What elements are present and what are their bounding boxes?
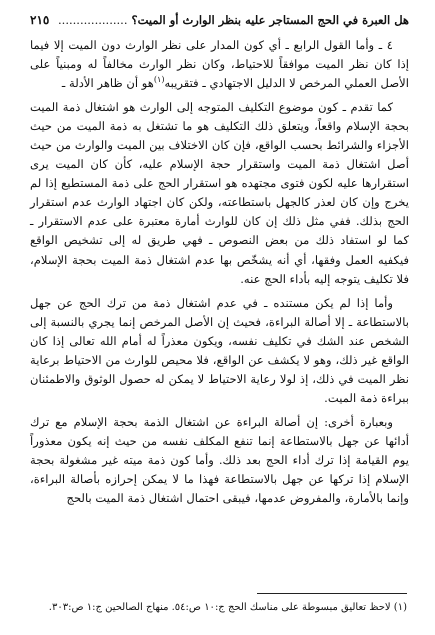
running-header bbox=[30, 10, 409, 30]
paragraph-2: كما تقدم ـ كون موضوع التكليف المتوجه إلى الوارث هو اشتغال ذمة الميت بحجة الإسلام واقعاً، ويتعلق ذلك التكليف هو ما تشتغل به ذمة الميت من حيث الأجزاء والشرائط بحسب الواقع، فإن كان الاختلاف بين الميت والوارث من حيث أصل اشتغال ذمة الميت واستقرار حجة الإسلام عليه، كأن كان الميت يرى استقرارها عليه لكون فتوى مجتهده هو استقرار الحج على ذمة المستطيع إذا لم يخرج وإن كان لعذر كالجهل باستطاعته، ولكن كان اجتهاد الوارث عدم استقرار الحج بذلك. ففي مثل ذلك إن كان للوارث أمارة معتبرة على عدم الاستقرار ـ كما لو استفاد ذلك من بعض النصوص ـ فهي طريق له إلى تشخيص الواقع فيكفيه العمل وفقها، أي أنه يشخّص بها عدم اشتغال ذمة الميت بحجة الإسلام، فلا تكليف يتوجه إليه بأداء الحج عنه. bbox=[30, 100, 409, 286]
title-dots: ................... bbox=[58, 13, 128, 27]
running-title-text: هل العبرة في الحج المستاجر عليه بنظر الوارث أو الميت؟ bbox=[131, 13, 409, 27]
running-title bbox=[58, 10, 409, 30]
footnote-divider bbox=[257, 593, 407, 594]
body-text bbox=[30, 36, 409, 508]
footnote-marker[interactable]: (١) bbox=[153, 75, 165, 85]
page-number: ٢١٥ bbox=[30, 13, 50, 27]
footnote: (١) لاحظ تعاليق مبسوطة على مناسك الحج ج:١٠ ص:٥٤. منهاج الصالحين ج:١ ص:٣٠٣. bbox=[48, 602, 407, 613]
paragraph-4: وبعبارة أخرى: إن أصالة البراءة عن اشتغال الذمة بحجة الإسلام مع ترك أدائها عن جهل بالاستطاعة إنما تنفع المكلف نفسه من حيث إنه يكون معذوراً يوم القيامة إذا ترك أداء الحج بعد ذلك. وأما كون ذمة ميته غير مشغولة بحجة الإسلام إذا تركها عن جهل بالاستطاعة فهذا ما لا يمكن إحرازه بأصالة البراءة، وإنما بالأمارة، والمفروض عدمها، فيبقى احتمال اشتغال ذمة الميت بالحج bbox=[30, 414, 409, 506]
paragraph-1 bbox=[30, 36, 409, 93]
paragraph-1-text: ٤ ـ وأما القول الرابع ـ أي كون المدار على نظر الوارث دون الميت إلا فيما إذا كان نظر الميت موافقاً للاحتياط، وكان نظر الوارث مخالفاً له ومبنياً على الأصل العملي المرخص لا الدليل الاجتهادي ـ فتقريبه bbox=[30, 38, 409, 91]
paragraph-1-tail: هو أن ظاهر الأدلة ـ bbox=[61, 76, 154, 91]
paragraph-3: وأما إذا لم يكن مستنده ـ في عدم اشتغال ذمة من ترك الحج عن جهل بالاستطاعة ـ إلا أصالة البراءة، فحيث إن الأصل المرخص إنما يجري بالنسبة إلى الشخص عند الشك في تكليف نفسه، ويكون معذراً له أمام الله تعالى إذا كان الواقع غير ذلك، وهو لا يكشف عن الواقع، فلا محيص للوارث من الاحتياط برعاية نظر الميت في ذلك، إذ لولا رعاية الاحتياط لا يمكن له حصول الوثوق والاطمئنان ببراءة ذمة الميت. bbox=[30, 295, 409, 405]
